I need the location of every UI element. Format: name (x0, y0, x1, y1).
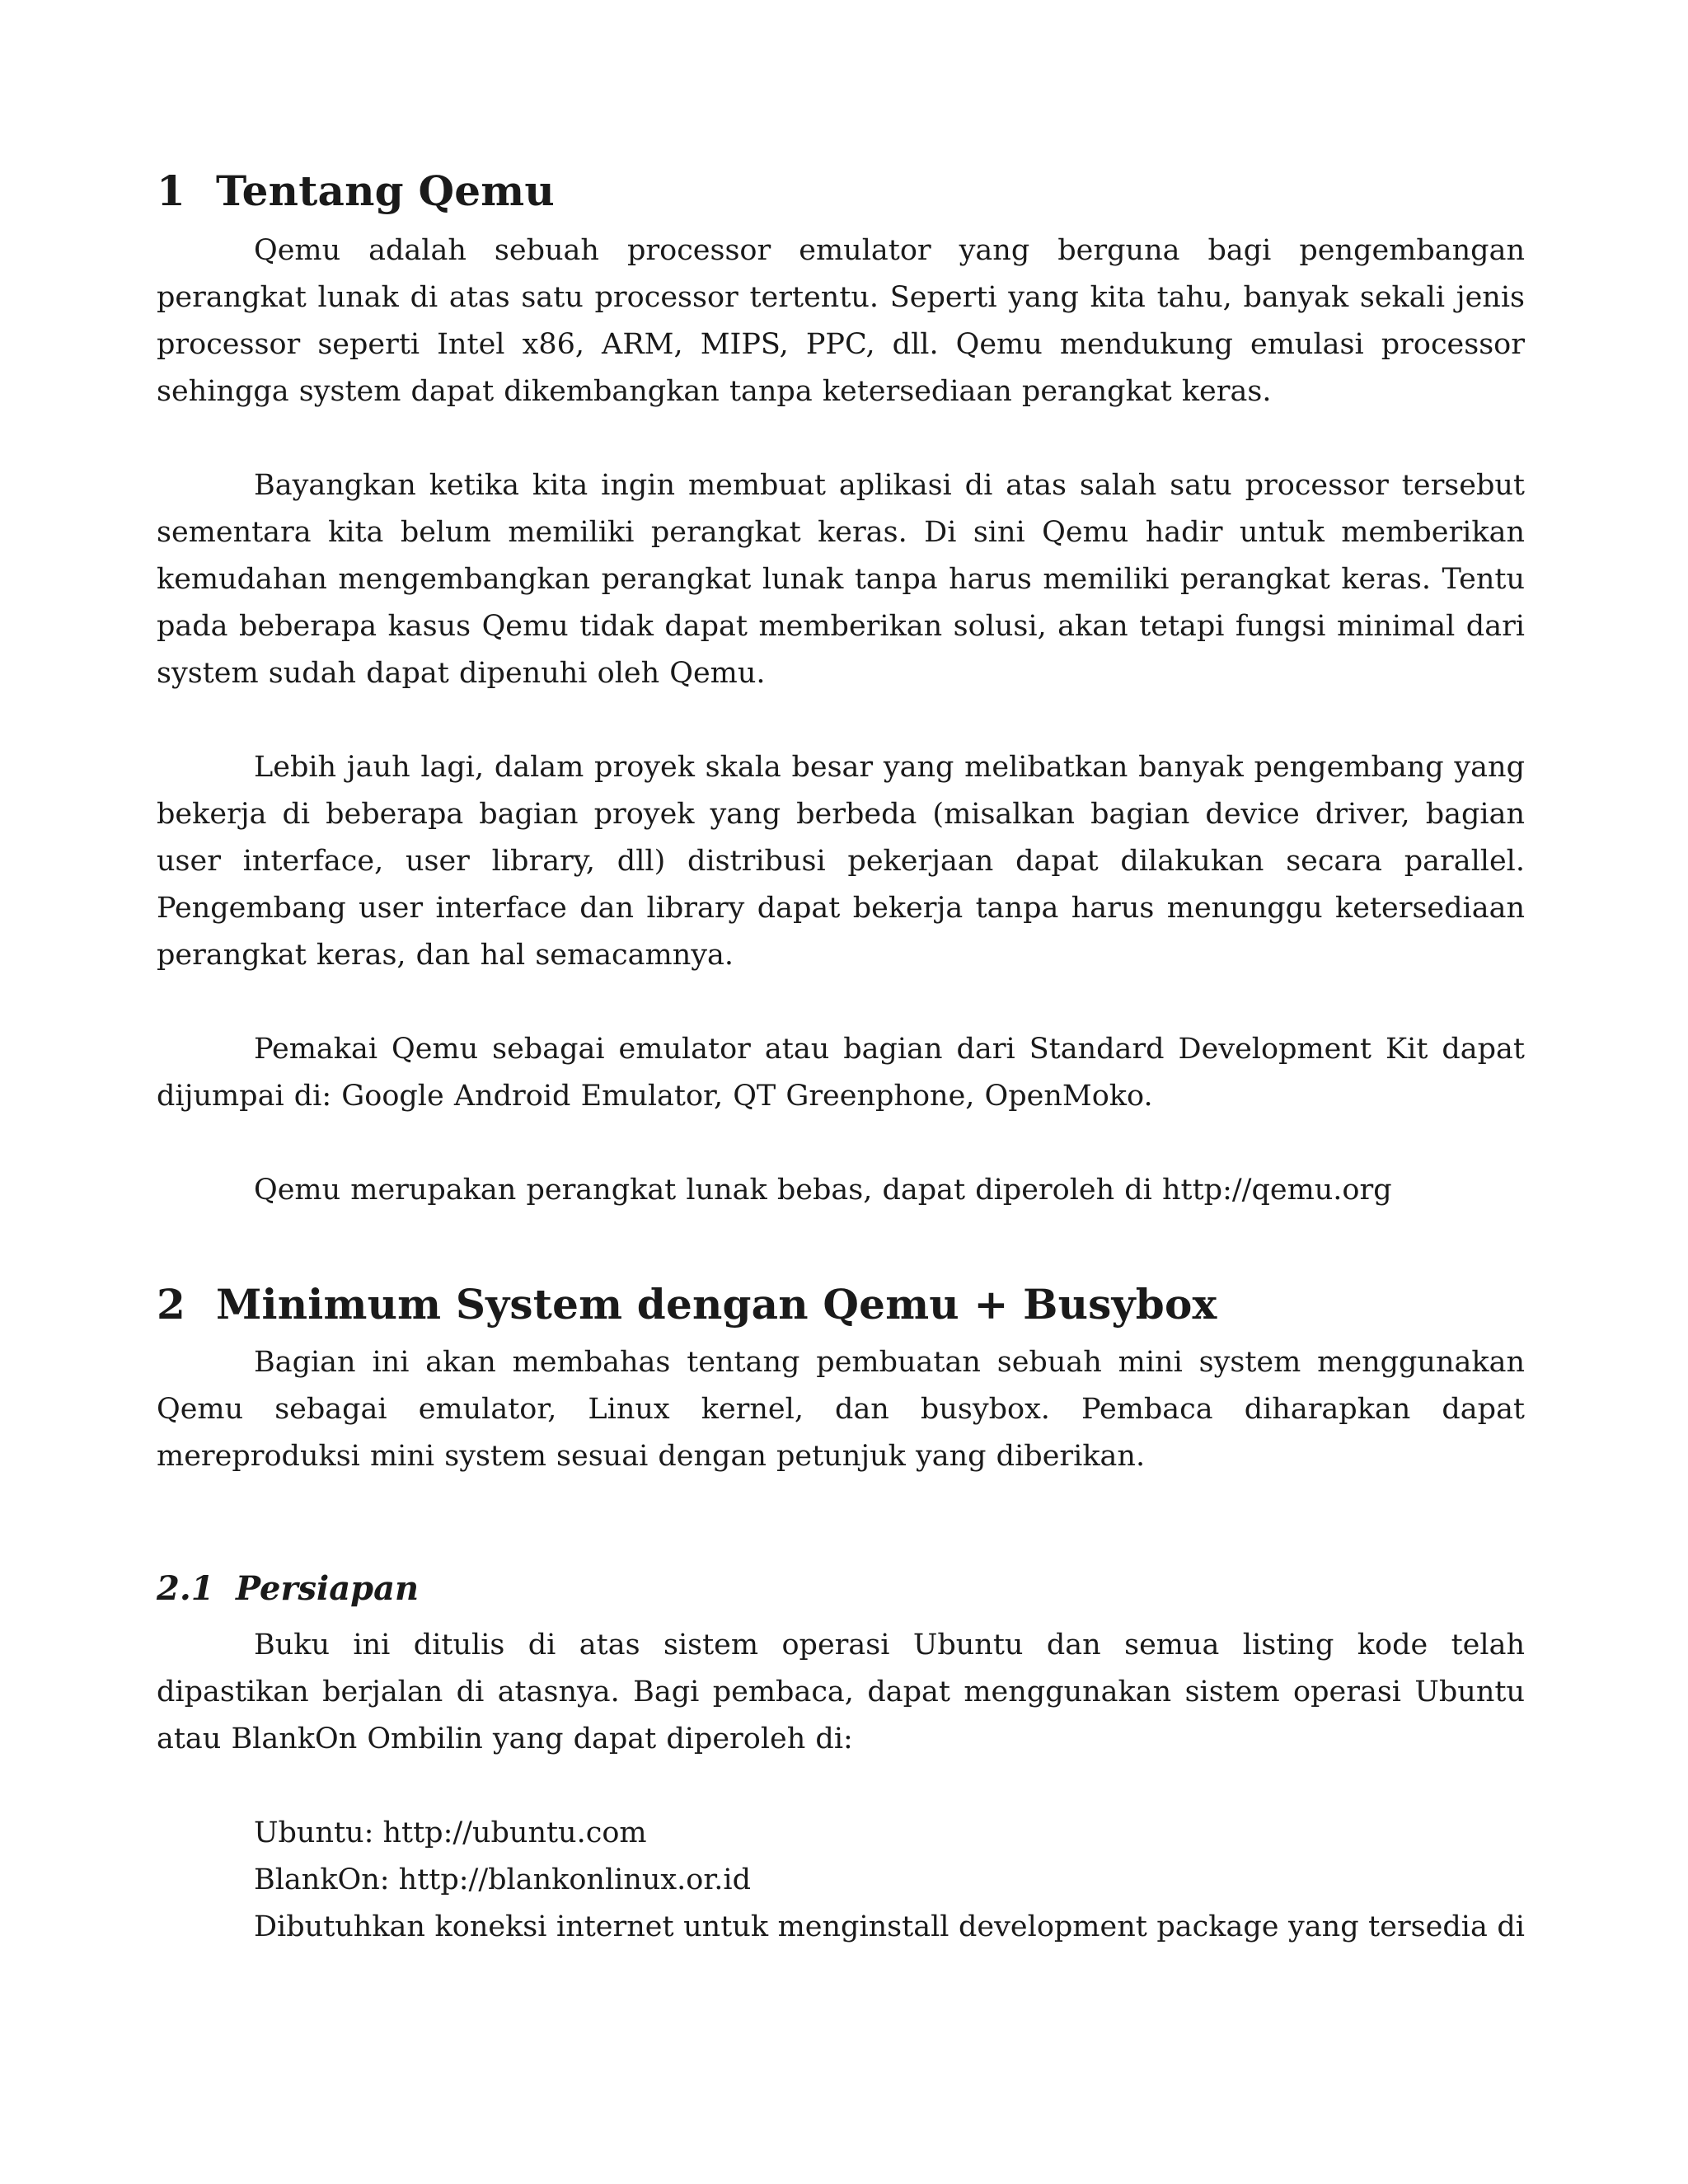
trailing-line: Dibutuhkan koneksi internet untuk menginstall development package yang tersedia di (254, 1910, 1525, 1943)
paragraph: Buku ini ditulis di atas sistem operasi Ubuntu dan semua listing kode telah dipastikan berjalan di atasnya. Bagi pembaca, dapat menggunakan sistem operasi Ubuntu atau BlankOn Ombilin yang dapat diperoleh di: (157, 1629, 1525, 1755)
paragraph: Qemu adalah sebuah processor emulator yang berguna bagi pengembangan perangkat lunak di atas satu processor tertentu. Seperti yang kita tahu, banyak sekali jenis processor seperti Intel x86, ARM, MIPS, PPC, dll. Qemu mendukung emulasi processor sehingga system dapat dikembangkan tanpa ketersediaan perangkat keras. (157, 234, 1525, 408)
subsection-number: 2.1 (157, 1569, 214, 1608)
paragraph: Lebih jauh lagi, dalam proyek skala besar yang melibatkan banyak pengembang yang bekerja di beberapa bagian proyek yang berbeda (misalkan bagian device driver, bagian user interface, user library, dll) distribusi pekerjaan dapat dilakukan secara parallel. Pengembang user interface dan library dapat bekerja tanpa harus menunggu ketersediaan perangkat keras, dan hal semacamnya. (157, 751, 1525, 972)
section-title: Minimum System dengan Qemu + Busybox (216, 1280, 1217, 1329)
section-title: Tentang Qemu (216, 166, 555, 215)
paragraph: Bagian ini akan membahas tentang pembuatan sebuah mini system menggunakan Qemu sebagai emulator, Linux kernel, dan busybox. Pembaca diharapkan dapat mereproduksi mini system sesuai dengan petunjuk yang diberikan. (157, 1346, 1525, 1473)
section-number: 2 (157, 1280, 185, 1329)
link-line-ubuntu: Ubuntu: http://ubuntu.com (254, 1816, 647, 1849)
paragraph: Qemu merupakan perangkat lunak bebas, dapat diperoleh di http://qemu.org (254, 1174, 1392, 1207)
page-content (157, 157, 1525, 1951)
section-heading-2 (157, 1280, 1525, 1329)
section-heading-1 (157, 166, 1525, 216)
subsection-heading (157, 1569, 1525, 1609)
paragraph: Pemakai Qemu sebagai emulator atau bagian dari Standard Development Kit dapat dijumpai di: Google Android Emulator, QT Greenphone, OpenMoko. (157, 1033, 1525, 1113)
subsection-title: Persiapan (236, 1569, 420, 1608)
paragraph: Bayangkan ketika kita ingin membuat aplikasi di atas salah satu processor tersebut sementara kita belum memiliki perangkat keras. Di sini Qemu hadir untuk memberikan kemudahan mengembangkan perangkat lunak tanpa harus memiliki perangkat keras. Tentu pada beberapa kasus Qemu tidak dapat memberikan solusi, akan tetapi fungsi minimal dari system sudah dapat dipenuhi oleh Qemu. (157, 469, 1525, 690)
link-line-blankon: BlankOn: http://blankonlinux.or.id (254, 1863, 751, 1896)
section-number: 1 (157, 166, 185, 215)
